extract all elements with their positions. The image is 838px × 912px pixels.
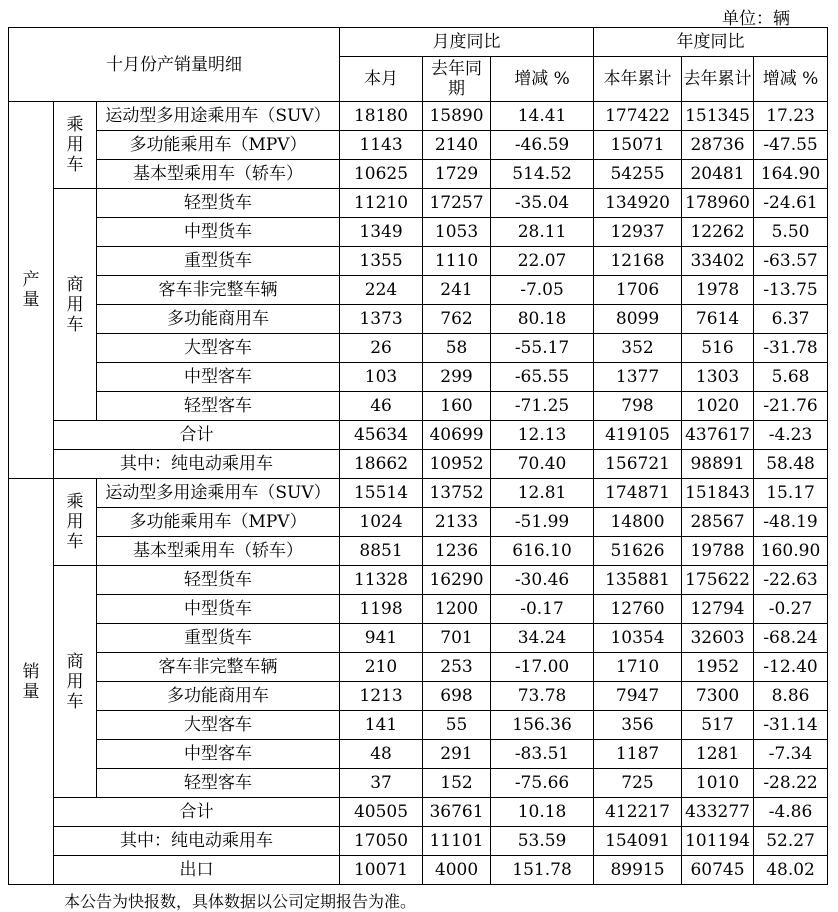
table-row	[9, 276, 828, 305]
cell-this-month: 11210	[340, 189, 423, 218]
cell-change-pct: 80.18	[491, 305, 594, 334]
cell-change-pct-yearly: -63.57	[754, 247, 828, 276]
cell-last-year-same-period: 1236	[423, 537, 491, 566]
row-label: 大型客车	[97, 711, 340, 740]
cell-change-pct: 156.36	[491, 711, 594, 740]
table-row	[9, 769, 828, 798]
cell-this-month: 17050	[340, 827, 423, 856]
cell-last-year-cum: 7614	[682, 305, 754, 334]
cell-change-pct-yearly: -21.76	[754, 392, 828, 421]
cell-last-year-same-period: 2140	[423, 131, 491, 160]
table-row	[9, 508, 828, 537]
cell-change-pct-yearly: 5.50	[754, 218, 828, 247]
cell-this-month: 10071	[340, 856, 423, 885]
cell-this-year-cum: 1706	[594, 276, 682, 305]
cell-this-month: 37	[340, 769, 423, 798]
cell-last-year-cum: 98891	[682, 450, 754, 479]
cell-change-pct-yearly: -4.86	[754, 798, 828, 827]
cell-change-pct-yearly: 5.68	[754, 363, 828, 392]
cell-last-year-cum: 178960	[682, 189, 754, 218]
table-row	[9, 218, 828, 247]
cell-this-year-cum: 1377	[594, 363, 682, 392]
vertical-label: 销量	[22, 661, 40, 702]
cell-last-year-same-period: 36761	[423, 798, 491, 827]
cell-this-month: 46	[340, 392, 423, 421]
cell-last-year-cum: 151843	[682, 479, 754, 508]
table-row	[9, 740, 828, 769]
cell-this-month: 1373	[340, 305, 423, 334]
cell-last-year-same-period: 13752	[423, 479, 491, 508]
unit-label: 单位：辆	[722, 9, 790, 29]
cell-change-pct-yearly: 8.86	[754, 682, 828, 711]
cell-change-pct-yearly: -13.75	[754, 276, 828, 305]
cell-change-pct: -75.66	[491, 769, 594, 798]
table-row	[9, 682, 828, 711]
cell-this-month: 941	[340, 624, 423, 653]
yearly-header: 年度同比	[594, 28, 828, 57]
footnote: 本公告为快报数，具体数据以公司定期报告为准。	[64, 892, 417, 911]
table-row	[9, 247, 828, 276]
cell-change-pct: 53.59	[491, 827, 594, 856]
cell-this-month: 18662	[340, 450, 423, 479]
cell-this-month: 1213	[340, 682, 423, 711]
cell-last-year-same-period: 58	[423, 334, 491, 363]
cell-last-year-cum: 1978	[682, 276, 754, 305]
row-label: 轻型客车	[97, 769, 340, 798]
row-label: 中型货车	[97, 595, 340, 624]
cell-last-year-same-period: 17257	[423, 189, 491, 218]
cell-this-year-cum: 412217	[594, 798, 682, 827]
summary-label: 其中：纯电动乘用车	[54, 450, 340, 479]
summary-row	[9, 856, 828, 885]
table-row	[9, 131, 828, 160]
cell-this-year-cum: 798	[594, 392, 682, 421]
summary-row	[9, 421, 828, 450]
vertical-label: 商用车	[66, 274, 84, 335]
cell-last-year-same-period: 701	[423, 624, 491, 653]
section-label	[9, 102, 54, 479]
cell-this-year-cum: 134920	[594, 189, 682, 218]
cell-last-year-same-period: 2133	[423, 508, 491, 537]
summary-label: 出口	[54, 856, 340, 885]
summary-row	[9, 827, 828, 856]
cell-change-pct: -17.00	[491, 653, 594, 682]
cell-change-pct: 22.07	[491, 247, 594, 276]
cell-change-pct-yearly: 164.90	[754, 160, 828, 189]
col-this-year-cum	[594, 57, 682, 102]
cell-change-pct-yearly: -28.22	[754, 769, 828, 798]
cell-change-pct: -65.55	[491, 363, 594, 392]
cell-this-year-cum: 356	[594, 711, 682, 740]
table-row	[9, 392, 828, 421]
vertical-label: 乘用车	[66, 492, 84, 552]
cell-last-year-same-period: 1729	[423, 160, 491, 189]
cell-change-pct: 616.10	[491, 537, 594, 566]
cell-this-month: 10625	[340, 160, 423, 189]
cell-change-pct-yearly: -7.34	[754, 740, 828, 769]
cell-last-year-cum: 517	[682, 711, 754, 740]
cell-change-pct-yearly: 58.48	[754, 450, 828, 479]
cell-this-month: 26	[340, 334, 423, 363]
cell-this-year-cum: 15071	[594, 131, 682, 160]
cell-this-year-cum: 89915	[594, 856, 682, 885]
cell-last-year-cum: 1303	[682, 363, 754, 392]
row-label: 中型客车	[97, 740, 340, 769]
cell-this-month: 1198	[340, 595, 423, 624]
production-sales-table	[8, 27, 828, 885]
cell-last-year-cum: 101194	[682, 827, 754, 856]
cell-last-year-cum: 1952	[682, 653, 754, 682]
cell-this-month: 1024	[340, 508, 423, 537]
cell-change-pct: 70.40	[491, 450, 594, 479]
vertical-label: 产量	[22, 270, 40, 310]
summary-row	[9, 450, 828, 479]
summary-row	[9, 798, 828, 827]
cell-this-year-cum: 54255	[594, 160, 682, 189]
cell-this-month: 48	[340, 740, 423, 769]
cell-last-year-same-period: 160	[423, 392, 491, 421]
cell-this-year-cum: 156721	[594, 450, 682, 479]
cell-change-pct-yearly: 17.23	[754, 102, 828, 131]
cell-last-year-cum: 28736	[682, 131, 754, 160]
col-change-pct: 增减 %	[491, 57, 594, 102]
cell-last-year-same-period: 1110	[423, 247, 491, 276]
cell-this-year-cum: 174871	[594, 479, 682, 508]
cell-this-month: 224	[340, 276, 423, 305]
cell-this-month: 11328	[340, 566, 423, 595]
cell-last-year-cum: 60745	[682, 856, 754, 885]
cell-this-year-cum: 12168	[594, 247, 682, 276]
cell-change-pct: -71.25	[491, 392, 594, 421]
cell-change-pct-yearly: -31.14	[754, 711, 828, 740]
cell-last-year-same-period: 299	[423, 363, 491, 392]
section-label	[9, 479, 54, 885]
cell-change-pct: 12.81	[491, 479, 594, 508]
row-label: 多功能商用车	[97, 682, 340, 711]
cell-last-year-cum: 151345	[682, 102, 754, 131]
cell-this-year-cum: 10354	[594, 624, 682, 653]
cell-this-year-cum: 154091	[594, 827, 682, 856]
col-last-year-cum	[682, 57, 754, 102]
cell-last-year-cum: 1020	[682, 392, 754, 421]
cell-change-pct: -83.51	[491, 740, 594, 769]
cell-last-year-cum: 20481	[682, 160, 754, 189]
row-label: 轻型客车	[97, 392, 340, 421]
group-label	[54, 102, 97, 189]
monthly-header: 月度同比	[340, 28, 594, 57]
cell-change-pct: -51.99	[491, 508, 594, 537]
cell-change-pct-yearly: -68.24	[754, 624, 828, 653]
cell-this-month: 45634	[340, 421, 423, 450]
cell-last-year-same-period: 4000	[423, 856, 491, 885]
row-label: 重型货车	[97, 247, 340, 276]
table-row	[9, 305, 828, 334]
row-label: 重型货车	[97, 624, 340, 653]
cell-change-pct: 28.11	[491, 218, 594, 247]
table-row	[9, 334, 828, 363]
cell-last-year-same-period: 762	[423, 305, 491, 334]
cell-this-month: 40505	[340, 798, 423, 827]
cell-last-year-cum: 433277	[682, 798, 754, 827]
cell-this-month: 103	[340, 363, 423, 392]
cell-this-year-cum: 12760	[594, 595, 682, 624]
summary-label: 合计	[54, 798, 340, 827]
vertical-label: 乘用车	[66, 115, 84, 175]
cell-change-pct: 14.41	[491, 102, 594, 131]
cell-last-year-same-period: 698	[423, 682, 491, 711]
cell-this-year-cum: 14800	[594, 508, 682, 537]
cell-change-pct-yearly: -47.55	[754, 131, 828, 160]
row-label: 基本型乘用车（轿车）	[97, 537, 340, 566]
table-row	[9, 160, 828, 189]
cell-change-pct-yearly: -24.61	[754, 189, 828, 218]
cell-this-year-cum: 51626	[594, 537, 682, 566]
cell-last-year-same-period: 241	[423, 276, 491, 305]
cell-last-year-cum: 7300	[682, 682, 754, 711]
cell-this-year-cum: 12937	[594, 218, 682, 247]
cell-change-pct: 10.18	[491, 798, 594, 827]
row-label: 基本型乘用车（轿车）	[97, 160, 340, 189]
cell-change-pct: 151.78	[491, 856, 594, 885]
cell-change-pct: -55.17	[491, 334, 594, 363]
row-label: 运动型多用途乘用车（SUV）	[97, 479, 340, 508]
cell-change-pct: -35.04	[491, 189, 594, 218]
cell-this-year-cum: 1710	[594, 653, 682, 682]
cell-last-year-same-period: 15890	[423, 102, 491, 131]
cell-this-month: 1355	[340, 247, 423, 276]
cell-change-pct-yearly: 6.37	[754, 305, 828, 334]
cell-this-year-cum: 419105	[594, 421, 682, 450]
vertical-label: 商用车	[66, 651, 84, 712]
cell-this-month: 18180	[340, 102, 423, 131]
cell-last-year-cum: 12262	[682, 218, 754, 247]
cell-last-year-cum: 175622	[682, 566, 754, 595]
cell-last-year-same-period: 11101	[423, 827, 491, 856]
cell-this-year-cum: 725	[594, 769, 682, 798]
table-row	[9, 537, 828, 566]
table-row	[9, 102, 828, 131]
cell-last-year-same-period: 1053	[423, 218, 491, 247]
cell-change-pct-yearly: 15.17	[754, 479, 828, 508]
cell-last-year-same-period: 40699	[423, 421, 491, 450]
cell-last-year-cum: 12794	[682, 595, 754, 624]
cell-last-year-same-period: 253	[423, 653, 491, 682]
row-label: 运动型多用途乘用车（SUV）	[97, 102, 340, 131]
cell-last-year-same-period: 291	[423, 740, 491, 769]
group-label	[54, 189, 97, 421]
cell-change-pct-yearly: 160.90	[754, 537, 828, 566]
table-row	[9, 479, 828, 508]
cell-change-pct: 12.13	[491, 421, 594, 450]
cell-this-month: 141	[340, 711, 423, 740]
row-label: 多功能商用车	[97, 305, 340, 334]
cell-this-year-cum: 177422	[594, 102, 682, 131]
cell-last-year-same-period: 152	[423, 769, 491, 798]
cell-change-pct: 73.78	[491, 682, 594, 711]
cell-change-pct-yearly: -48.19	[754, 508, 828, 537]
cell-change-pct-yearly: -31.78	[754, 334, 828, 363]
cell-last-year-cum: 437617	[682, 421, 754, 450]
cell-change-pct: -0.17	[491, 595, 594, 624]
cell-change-pct-yearly: -22.63	[754, 566, 828, 595]
col-change-pct-yearly: 增减 %	[754, 57, 828, 102]
row-label: 轻型货车	[97, 189, 340, 218]
cell-change-pct: 34.24	[491, 624, 594, 653]
cell-last-year-same-period: 16290	[423, 566, 491, 595]
cell-last-year-cum: 1010	[682, 769, 754, 798]
cell-this-year-cum: 8099	[594, 305, 682, 334]
summary-label: 其中：纯电动乘用车	[54, 827, 340, 856]
cell-last-year-cum: 1281	[682, 740, 754, 769]
cell-this-month: 1349	[340, 218, 423, 247]
col-header-text: 去年累计	[683, 69, 752, 89]
row-label: 大型客车	[97, 334, 340, 363]
cell-this-year-cum: 7947	[594, 682, 682, 711]
cell-last-year-cum: 33402	[682, 247, 754, 276]
row-label: 中型客车	[97, 363, 340, 392]
cell-change-pct-yearly: 48.02	[754, 856, 828, 885]
row-label: 客车非完整车辆	[97, 276, 340, 305]
table-row	[9, 653, 828, 682]
cell-change-pct-yearly: -12.40	[754, 653, 828, 682]
cell-last-year-cum: 32603	[682, 624, 754, 653]
cell-change-pct: -46.59	[491, 131, 594, 160]
cell-last-year-cum: 28567	[682, 508, 754, 537]
table-row	[9, 711, 828, 740]
cell-change-pct: 514.52	[491, 160, 594, 189]
cell-last-year-cum: 516	[682, 334, 754, 363]
group-label	[54, 566, 97, 798]
table-row	[9, 189, 828, 218]
table-title: 十月份产销量明细	[9, 28, 340, 102]
row-label: 多功能乘用车（MPV）	[97, 508, 340, 537]
cell-change-pct-yearly: -0.27	[754, 595, 828, 624]
table-row	[9, 624, 828, 653]
row-label: 轻型货车	[97, 566, 340, 595]
cell-last-year-same-period: 10952	[423, 450, 491, 479]
col-last-year-same-period	[423, 57, 491, 102]
row-label: 多功能乘用车（MPV）	[97, 131, 340, 160]
cell-this-month: 210	[340, 653, 423, 682]
cell-last-year-same-period: 55	[423, 711, 491, 740]
table-row	[9, 595, 828, 624]
col-header-text: 去年同期	[431, 59, 483, 99]
cell-last-year-cum: 19788	[682, 537, 754, 566]
cell-change-pct: -30.46	[491, 566, 594, 595]
cell-change-pct: -7.05	[491, 276, 594, 305]
table-row	[9, 363, 828, 392]
group-label	[54, 479, 97, 566]
cell-last-year-same-period: 1200	[423, 595, 491, 624]
cell-this-month: 1143	[340, 131, 423, 160]
cell-this-year-cum: 135881	[594, 566, 682, 595]
cell-this-year-cum: 352	[594, 334, 682, 363]
table-row	[9, 566, 828, 595]
cell-change-pct-yearly: -4.23	[754, 421, 828, 450]
row-label: 客车非完整车辆	[97, 653, 340, 682]
cell-this-month: 8851	[340, 537, 423, 566]
cell-this-year-cum: 1187	[594, 740, 682, 769]
col-this-month: 本月	[340, 57, 423, 102]
cell-this-month: 15514	[340, 479, 423, 508]
summary-label: 合计	[54, 421, 340, 450]
col-header-text: 本年累计	[603, 69, 672, 89]
row-label: 中型货车	[97, 218, 340, 247]
cell-change-pct-yearly: 52.27	[754, 827, 828, 856]
